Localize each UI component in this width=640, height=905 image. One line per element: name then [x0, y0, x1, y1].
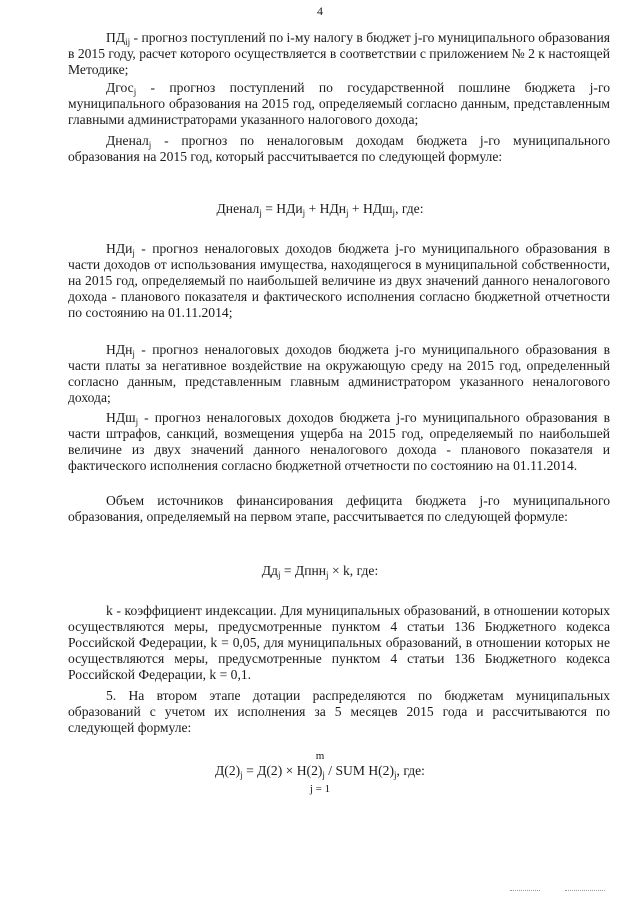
term-subscript: j [132, 248, 135, 258]
term: НДн [106, 342, 133, 357]
page-number: 4 [317, 4, 323, 18]
paragraph-ndi-definition [68, 241, 610, 321]
term: Дгос [106, 80, 134, 95]
term-subscript: j [135, 417, 139, 427]
paragraph-deficit-sources [68, 493, 610, 525]
paragraph-text: 5. На втором этапе дотации распределяются по бюджетам муниципальных образований с учетом их исполнения за 5 месяцев 2015 года и рассчитываются по следующей формуле: [68, 688, 610, 735]
term: НДш [106, 410, 136, 425]
formula-subscript: j [326, 570, 329, 580]
formula-subscript: j [259, 208, 262, 218]
paragraph-ndsh-definition [68, 410, 610, 474]
definition-text: - прогноз неналоговых доходов бюджета j-го муниципального образования в части штрафов, санкций, возмещения ущерба на 2015 год, определяемый по наибольшей величине из двух значений данного неналогового дохода - планового показателя и фактического исполнения согласно бюджетной отчетности по состоянию на 01.11.2014. [68, 410, 610, 473]
formula-dnenal [0, 201, 640, 217]
definition-text: - прогноз неналоговых доходов бюджета j-го муниципального образования в части доходов от использования имущества, находящегося в муниципальной собственности, на 2015 год, определяемый по наибольшей величине из двух значений данного неналогового дохода - планового показателя и фактического исполнения согласно бюджетной отчетности по состоянию на 01.11.2014; [68, 241, 610, 320]
formula-part: , где: [396, 763, 425, 778]
paragraph-text: k - коэффициент индексации. Для муниципальных образований, в отношении которых осуществляются меры, предусмотренные пунктом 4 статьи 136 Бюджетного кодекса Российской Федерации, k = 0,05, для муниципальных образований, в отношении которых не осуществляются меры, предусмотренные пунктом 4 статьи 136 Бюджетного кодекса Российской Федерации, k = 0,1. [68, 603, 610, 682]
formula-part: , где: [395, 201, 424, 216]
formula-part: = Д(2) × Н(2) [242, 763, 323, 778]
term-subscript: j [132, 349, 135, 359]
formula-part: × k, где: [328, 563, 379, 578]
paragraph-second-stage [68, 688, 610, 736]
term-subscript: j [148, 140, 152, 150]
definition-text: - прогноз неналоговых доходов бюджета j-го муниципального образования в части платы за негативное воздействие на окружающую среду на 2015 год, определенный согласно данным, представленным главным администратором указанного неналогового дохода; [68, 342, 610, 405]
term-subscript: j [133, 87, 137, 97]
formula-part: Дд [261, 563, 278, 578]
scan-artifact [510, 890, 540, 891]
sum-upper-limit: m [315, 750, 325, 762]
formula-dd [0, 563, 640, 579]
paragraph-pd-definition [68, 30, 610, 78]
formula-d2 [0, 763, 640, 779]
formula-subscript: j [346, 208, 349, 218]
formula-part: / SUM Н(2) [324, 763, 395, 778]
term: НДи [106, 241, 133, 256]
formula-subscript: j [240, 770, 243, 780]
formula-part: = Дпнн [280, 563, 327, 578]
term: ПД [106, 30, 126, 45]
formula-part: = НДи [261, 201, 303, 216]
formula-part: + НДн [305, 201, 346, 216]
formula-part: Д(2) [215, 763, 241, 778]
paragraph-k-coefficient [68, 603, 610, 683]
term: Дненал [106, 133, 149, 148]
term-subscript: ij [125, 37, 131, 47]
formula-subscript: j [322, 770, 325, 780]
formula-subscript: j [277, 570, 281, 580]
paragraph-ndn-definition [68, 342, 610, 406]
paragraph-dgos-definition [68, 80, 610, 128]
sum-lower-limit: j = 1 [309, 783, 331, 795]
scan-artifact [565, 890, 605, 891]
definition-text: - прогноз по неналоговым доходам бюджета j-го муниципального образования на 2015 год, который рассчитывается по следующей формуле: [68, 133, 610, 164]
formula-part: Дненал [216, 201, 260, 216]
paragraph-dnenal-definition [68, 133, 610, 165]
paragraph-text: Объем источников финансирования дефицита бюджета j-го муниципального образования, определяемый на первом этапе, рассчитывается по следующей формуле: [68, 493, 610, 524]
definition-text: - прогноз поступлений по государственной пошлине бюджета j-го муниципального образования на 2015 год, определяемый согласно данным, представленным главными администраторами указанного налогового дохода; [68, 80, 610, 127]
formula-subscript: j [302, 208, 306, 218]
formula-part: + НДш [348, 201, 393, 216]
formula-subscript: j [392, 208, 396, 218]
definition-text: - прогноз поступлений по i-му налогу в бюджет j-го муниципального образования в 2015 году, расчет которого осуществляется в соответствии с приложением № 2 к настоящей Методике; [68, 30, 610, 77]
formula-subscript: j [394, 770, 397, 780]
